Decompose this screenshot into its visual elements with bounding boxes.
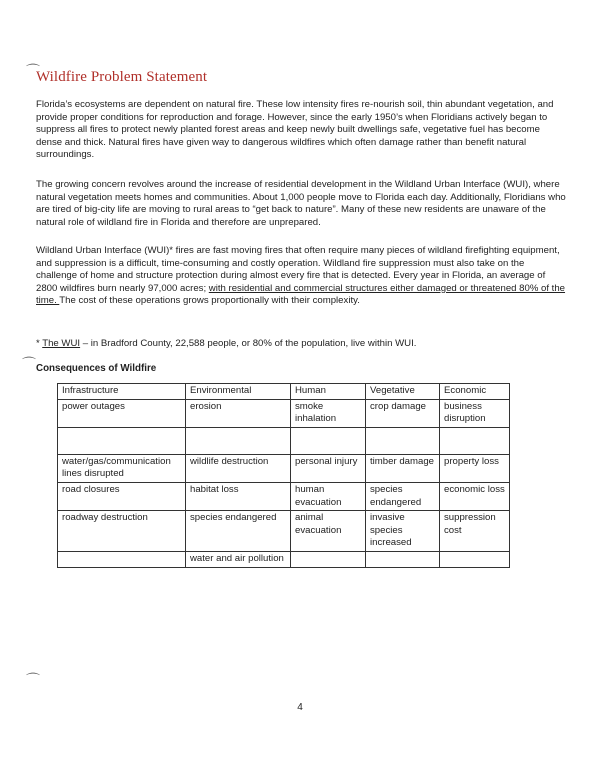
scan-mark-left: ⌒ [22,356,36,372]
page-title: Wildfire Problem Statement [36,69,208,85]
table-cell: water and air pollution [186,551,291,567]
footnote-term: The WUI [42,338,81,349]
table-cell: economic loss [440,482,510,510]
footnote [36,338,566,351]
table-cell: suppression cost [440,511,510,552]
table-cell [440,427,510,454]
table-cell: power outages [58,399,186,427]
paragraph-wui-growth: The growing concern revolves around the increase of residential development in the Wildland Urban Interface (WUI), where natural vegetation meets homes and communities. About 1,000 people move to Florida each day. Additionally, Floridians who are tired of big-city life are moving to rural areas to “get back to nature”. Many of these new residents are unaware of the natural role of wildland fire in Florida and therefore are unprepared. [36,179,566,228]
table-header-cell: Human [291,384,366,400]
consequences-table [57,383,510,568]
table-cell: water/gas/communication lines disrupted [58,454,186,482]
table-cell: crop damage [366,399,440,427]
table-row [58,454,510,482]
table-cell: timber damage [366,454,440,482]
paragraph-wui-fires [36,245,566,308]
table-cell: species endangered [186,511,291,552]
table-cell: human evacuation [291,482,366,510]
page-number: 4 [297,702,303,713]
table-cell: species endangered [366,482,440,510]
paragraph-wui-fires-end: The cost of these operations grows proportionally with their complexity. [59,295,360,307]
table-header-cell: Vegetative [366,384,440,400]
table-cell: animal evacuation [291,511,366,552]
table-row [58,511,510,552]
table-row [58,482,510,510]
footnote-star: * [36,338,43,349]
table-row [58,551,510,567]
table-cell: smoke inhalation [291,399,366,427]
table-cell [291,427,366,454]
table-cell: business disruption [440,399,510,427]
table-header-cell: Economic [440,384,510,400]
table-cell: roadway destruction [58,511,186,552]
table-cell [186,427,291,454]
table-cell [291,551,366,567]
scan-mark-top: ⌒ [26,63,40,79]
paragraph-wui-fires-text: Wildland Urban Interface (WUI)* fires are fast moving fires that often require many pieces of wildland firefighting equipment, and suppression is a difficult, time-consuming and costly operation. Wildland fire suppression must also take on the challenge of home and structure protection during almost every fire that is detected. Every year in Florida, an average of 2800 wildfires burn nearly 97,000 acres; [36,245,560,294]
table-cell: erosion [186,399,291,427]
table-row [58,399,510,427]
footnote-text: – in Bradford County, 22,588 people, or 80% of the population, live within WUI. [80,338,417,349]
table-cell [366,427,440,454]
underlined-statistic: with residential and commercial structures either damaged or threatened 80% of the time. [36,282,566,307]
table-header-cell: Infrastructure [58,384,186,400]
table-cell: wildlife destruction [186,454,291,482]
table-cell [58,427,186,454]
table-row [58,427,510,454]
table-cell: property loss [440,454,510,482]
table-cell [366,551,440,567]
table-cell: invasive species increased [366,511,440,552]
table-cell [440,551,510,567]
table-cell: road closures [58,482,186,510]
paragraph-ecosystems: Florida’s ecosystems are dependent on natural fire. These low intensity fires re-nourish soil, thin abundant vegetation, and provide proper conditions for reproduction and forage. However, since the early 1950’s when Floridians actively began to suppress all fires to protect newly planted forest areas and keep newly built dwellings safe, vegetative fuel has become dense and thick. Natural fires have given way to dangerous wildfires which often damage rather than benefit natural surroundings. [36,99,554,161]
table-header-cell: Environmental [186,384,291,400]
section-heading: Consequences of Wildfire [36,363,157,374]
table-cell: personal injury [291,454,366,482]
table-cell: habitat loss [186,482,291,510]
table-header-row [58,384,510,400]
scan-mark-bottom: ⌒ [26,672,40,688]
table-cell [58,551,186,567]
